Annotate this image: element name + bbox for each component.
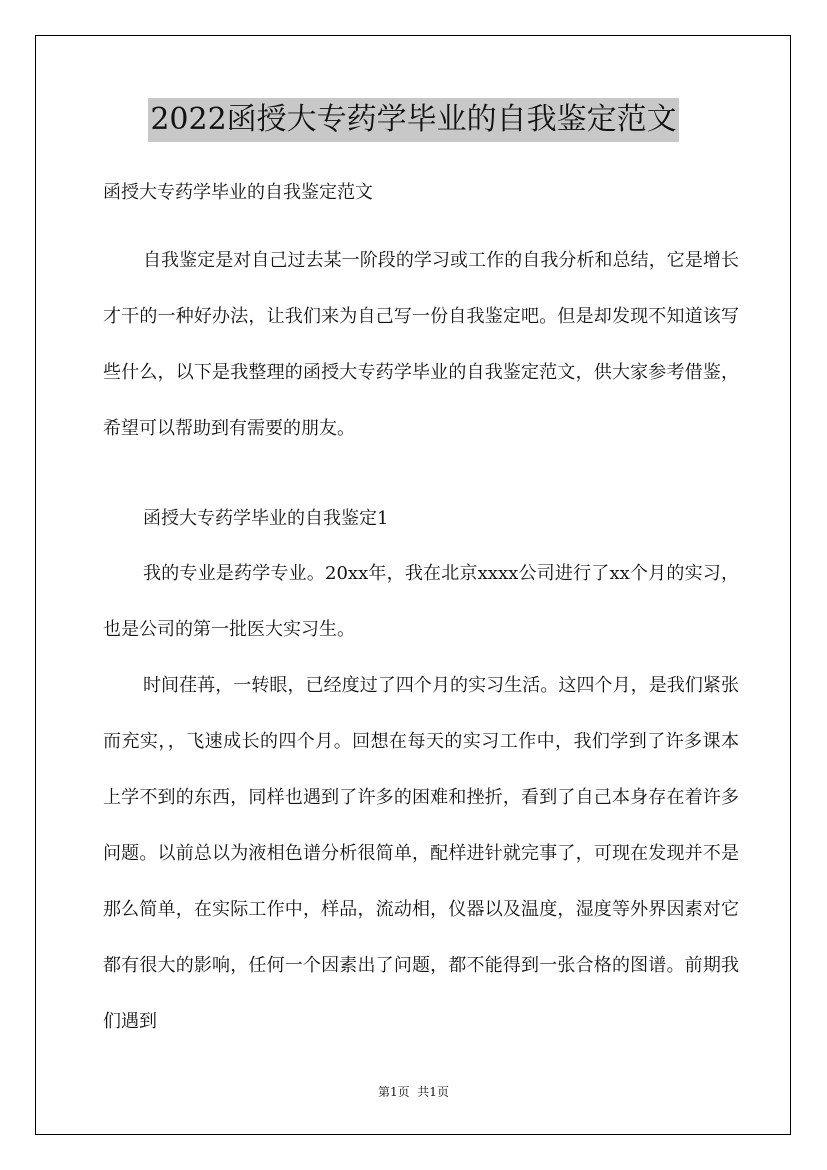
document-subtitle: 函授大专药学毕业的自我鉴定范文 xyxy=(103,182,373,203)
section-heading: 函授大专药学毕业的自我鉴定1 xyxy=(143,508,389,529)
page-number-label: 第1页 共1页 xyxy=(378,1085,449,1099)
body-paragraph-2: 时间荏苒，一转眼，已经度过了四个月的实习生活。这四个月，是我们紧张而充实，，飞速成长的四个月。回想在每天的实习工作中，我们学到了许多课本上学不到的东西，同样也遇到了许多的困难和挫折，看到了自己本身存在着许多问题。以前总以为液相色谱分析很简单，配样进针就完事了，可现在发现并不是那么简单，在实际工作中，样品，流动相，仪器以及温度，湿度等外界因素对它都有很大的影响，任何一个因素出了问题，都不能得到一张合格的图谱。前期我们遇到 xyxy=(103,675,739,1032)
intro-paragraph: 自我鉴定是对自己过去某一阶段的学习或工作的自我分析和总结，它是增长才干的一种好办法，让我们来为自己写一份自我鉴定吧。但是却发现不知道该写些什么，以下是我整理的函授大专药学毕业的自我鉴定范文，供大家参考借鉴，希望可以帮助到有需要的朋友。 xyxy=(103,250,739,439)
title-container xyxy=(0,98,827,142)
document-title: 2022函授大专药学毕业的自我鉴定范文 xyxy=(148,98,678,142)
body-paragraph-1: 我的专业是药学专业。20xx年，我在北京xxxx公司进行了xx个月的实习，也是公司的第一批医大实习生。 xyxy=(103,563,739,640)
page-footer xyxy=(0,1082,827,1102)
